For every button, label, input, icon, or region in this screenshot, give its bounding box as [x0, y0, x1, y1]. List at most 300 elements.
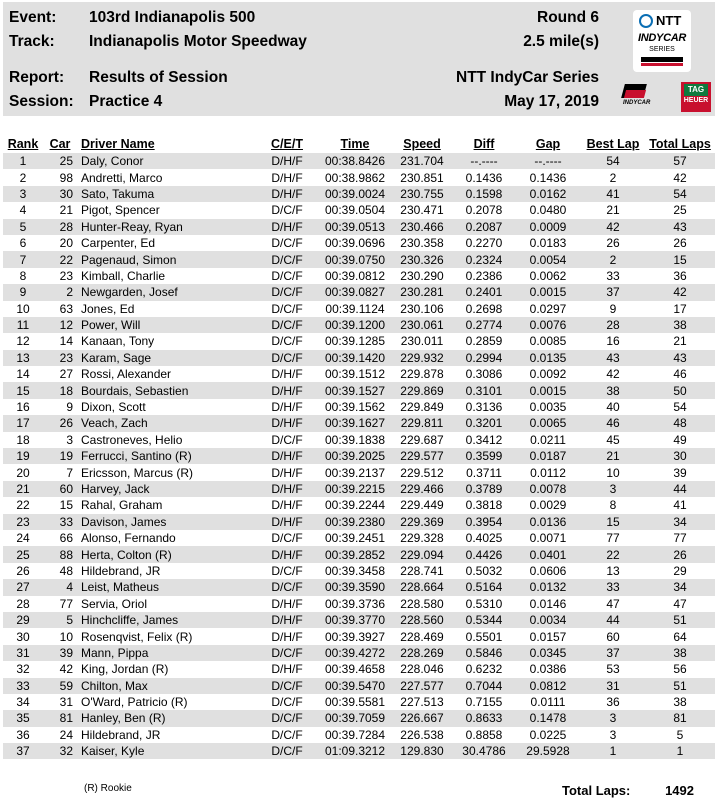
car-cell: 19	[43, 448, 77, 464]
gap-cell: 0.0812	[515, 678, 581, 694]
total-laps-label: Total Laps:	[562, 783, 631, 798]
gap-cell: 0.0015	[515, 284, 581, 300]
diff-cell: 0.3599	[453, 448, 515, 464]
gap-cell: 0.0062	[529, 268, 567, 283]
cet-cell: D/H/F	[255, 612, 319, 628]
cet-cell: D/C/F	[271, 334, 303, 349]
total-laps-cell: 47	[673, 596, 687, 611]
time-cell: 00:39.1285	[324, 334, 386, 349]
table-row	[3, 596, 715, 612]
speed-cell: 228.664	[391, 579, 453, 595]
total-laps-cell: 49	[673, 432, 687, 447]
col-best-lap-header: Best Lap	[586, 137, 640, 151]
diff-cell: 0.5032	[465, 563, 503, 578]
best-lap-cell: 21	[581, 448, 645, 464]
cet-cell: D/C/F	[255, 579, 319, 595]
table-row	[3, 153, 715, 169]
diff-cell: 0.2324	[453, 251, 515, 267]
speed-cell: 228.469	[400, 629, 444, 644]
diff-cell: 0.6232	[465, 662, 503, 677]
diff-cell: 0.2774	[453, 317, 515, 333]
rank-cell: 2	[19, 170, 27, 185]
time-cell: 00:39.3770	[319, 612, 391, 628]
rank-cell: 30	[16, 629, 30, 644]
total-laps-cell: 43	[645, 219, 715, 235]
table-row	[3, 284, 715, 300]
gap-cell: 0.0071	[529, 531, 567, 546]
speed-cell: 229.869	[391, 382, 453, 398]
track-label: Track:	[9, 33, 55, 50]
time-cell: 00:39.5470	[319, 678, 391, 694]
rank-cell: 1	[3, 153, 43, 169]
table-row	[3, 694, 715, 710]
car-cell: 21	[59, 203, 73, 218]
car-cell: 26	[43, 415, 77, 431]
best-lap-cell: 45	[606, 432, 620, 447]
total-laps-cell: 77	[673, 531, 687, 546]
cet-cell: D/C/F	[255, 710, 319, 726]
car-cell: 33	[43, 514, 77, 530]
best-lap-cell: 37	[581, 284, 645, 300]
cet-cell: D/H/F	[255, 153, 319, 169]
time-cell: 01:09.3212	[319, 743, 391, 759]
car-cell: 24	[59, 727, 73, 742]
cet-cell: D/C/F	[255, 350, 319, 366]
gap-cell: 0.1478	[515, 710, 581, 726]
speed-cell: 229.369	[391, 514, 453, 530]
speed-cell: 229.449	[400, 498, 444, 513]
speed-cell: 228.269	[391, 645, 453, 661]
gap-cell: 0.0015	[515, 382, 581, 398]
car-cell: 48	[59, 563, 73, 578]
driver-cell: Newgarden, Josef	[77, 284, 255, 300]
gap-cell: 0.0386	[529, 662, 567, 677]
total-laps-cell: 17	[673, 301, 687, 316]
car-cell: 66	[59, 531, 73, 546]
gap-cell: --.----	[515, 153, 581, 169]
total-laps-cell: 57	[645, 153, 715, 169]
total-laps-cell: 51	[645, 612, 715, 628]
session-date: May 17, 2019	[504, 93, 599, 110]
time-cell: 00:39.3927	[324, 629, 386, 644]
gap-cell: 0.0297	[529, 301, 567, 316]
table-row	[3, 399, 715, 415]
speed-cell: 228.560	[391, 612, 453, 628]
diff-cell: 0.7155	[465, 695, 503, 710]
time-cell: 00:39.2380	[319, 514, 391, 530]
col-speed-header: Speed	[403, 137, 441, 151]
rank-cell: 25	[3, 546, 43, 562]
table-row	[3, 743, 715, 759]
total-laps-cell: 5	[676, 727, 684, 742]
table-row	[3, 645, 715, 661]
cet-cell: D/C/F	[255, 284, 319, 300]
time-cell: 00:39.2244	[324, 498, 386, 513]
gap-cell: 0.0136	[515, 514, 581, 530]
rank-cell: 37	[3, 743, 43, 759]
total-laps-cell: 38	[645, 645, 715, 661]
total-laps-cell: 26	[645, 546, 715, 562]
table-row	[3, 612, 715, 628]
cet-cell: D/H/F	[271, 498, 303, 513]
speed-cell: 129.830	[391, 743, 453, 759]
total-laps-cell: 39	[673, 465, 687, 480]
session-label: Session:	[9, 93, 74, 110]
car-cell: 25	[43, 153, 77, 169]
speed-cell: 230.471	[400, 203, 444, 218]
table-row	[3, 448, 715, 464]
cet-cell: D/H/F	[255, 219, 319, 235]
col-cet-header: C/E/T	[271, 137, 303, 151]
speed-cell: 230.281	[391, 284, 453, 300]
best-lap-cell: 42	[581, 219, 645, 235]
car-cell: 39	[43, 645, 77, 661]
best-lap-cell: 41	[581, 186, 645, 202]
cet-cell: D/C/F	[271, 727, 303, 742]
cet-cell: D/C/F	[271, 268, 303, 283]
gap-cell: 0.0035	[529, 400, 567, 415]
best-lap-cell: 33	[606, 268, 620, 283]
rank-cell: 19	[3, 448, 43, 464]
rank-cell: 33	[3, 678, 43, 694]
series-logo-text: SERIES	[649, 46, 675, 53]
table-row	[3, 169, 715, 185]
speed-cell: 230.011	[400, 334, 444, 349]
total-laps-cell: 15	[645, 251, 715, 267]
table-row	[3, 366, 715, 382]
rank-cell: 12	[16, 334, 30, 349]
best-lap-cell: 9	[609, 301, 617, 316]
total-laps-cell: 36	[673, 268, 687, 283]
col-diff-header: Diff	[473, 137, 495, 151]
best-lap-cell: 26	[606, 236, 620, 251]
best-lap-cell: 60	[606, 629, 620, 644]
total-laps-cell: 56	[673, 662, 687, 677]
driver-cell: Carpenter, Ed	[81, 236, 156, 251]
cet-cell: D/H/F	[271, 367, 303, 382]
rank-cell: 23	[3, 514, 43, 530]
best-lap-cell: 16	[606, 334, 620, 349]
table-row	[3, 514, 715, 530]
diff-cell: 0.2859	[465, 334, 503, 349]
table-row	[3, 382, 715, 398]
diff-cell: 0.2698	[465, 301, 503, 316]
diff-cell: 0.3412	[465, 432, 503, 447]
gap-cell: 0.0162	[515, 186, 581, 202]
car-cell: 59	[43, 678, 77, 694]
driver-cell: Servia, Oriol	[81, 596, 148, 611]
total-laps-cell: 54	[645, 186, 715, 202]
best-lap-cell: 43	[581, 350, 645, 366]
best-lap-cell: 21	[606, 203, 620, 218]
cet-cell: D/C/F	[255, 645, 319, 661]
diff-cell: 0.4426	[453, 546, 515, 562]
car-cell: 60	[43, 481, 77, 497]
indycar-small-text: INDYCAR	[623, 100, 651, 106]
tag-heuer-logo	[681, 82, 711, 112]
time-cell: 00:39.1512	[324, 367, 386, 382]
time-cell: 00:39.7059	[319, 710, 391, 726]
car-cell: 18	[43, 382, 77, 398]
rank-cell: 11	[3, 317, 43, 333]
time-cell: 00:39.1838	[324, 432, 386, 447]
total-laps-cell: 50	[645, 382, 715, 398]
best-lap-cell: 38	[581, 382, 645, 398]
car-cell: 5	[43, 612, 77, 628]
time-cell: 00:39.0696	[324, 236, 386, 251]
speed-cell: 229.811	[391, 415, 453, 431]
col-rank-header: Rank	[7, 137, 39, 151]
table-row	[3, 268, 715, 284]
total-laps-cell: 54	[673, 400, 687, 415]
driver-cell: Hinchcliffe, James	[77, 612, 255, 628]
gap-cell: 0.0078	[515, 481, 581, 497]
col-driver-header: Driver Name	[81, 137, 155, 151]
speed-cell: 230.466	[391, 219, 453, 235]
cet-cell: D/C/F	[255, 743, 319, 759]
total-laps-cell: 21	[673, 334, 687, 349]
total-laps-cell: 64	[673, 629, 687, 644]
cet-cell: D/C/F	[271, 563, 303, 578]
best-lap-cell: 53	[606, 662, 620, 677]
driver-cell: Davison, James	[77, 514, 255, 530]
best-lap-cell: 22	[581, 546, 645, 562]
table-row	[3, 251, 715, 267]
cet-cell: D/H/F	[255, 481, 319, 497]
speed-cell: 229.577	[391, 448, 453, 464]
time-cell: 00:39.1562	[324, 400, 386, 415]
time-cell: 00:39.0750	[319, 251, 391, 267]
car-cell: 20	[59, 236, 73, 251]
time-cell: 00:39.1200	[319, 317, 391, 333]
best-lap-cell: 2	[609, 170, 617, 185]
driver-cell: Sato, Takuma	[77, 186, 255, 202]
diff-cell: 0.2994	[453, 350, 515, 366]
event-value: 103rd Indianapolis 500	[89, 9, 256, 26]
total-laps-cell: 81	[645, 710, 715, 726]
table-row	[3, 661, 715, 677]
gap-cell: 0.0092	[529, 367, 567, 382]
cet-cell: D/C/F	[271, 301, 303, 316]
car-cell: 4	[43, 579, 77, 595]
table-row	[3, 350, 715, 366]
gap-cell: 0.0401	[515, 546, 581, 562]
best-lap-cell: 1	[581, 743, 645, 759]
total-laps-cell: 30	[645, 448, 715, 464]
time-cell: 00:39.3458	[324, 563, 386, 578]
tag-logo-text: TAG	[684, 84, 708, 96]
total-laps-cell: 38	[645, 317, 715, 333]
cet-cell: D/C/F	[271, 236, 303, 251]
driver-cell: Rosenqvist, Felix (R)	[81, 629, 193, 644]
driver-cell: Hunter-Reay, Ryan	[77, 219, 255, 235]
best-lap-cell: 3	[581, 710, 645, 726]
track-length: 2.5 mile(s)	[523, 33, 599, 50]
diff-cell: 0.2386	[465, 268, 503, 283]
indycar-flag-logo	[621, 80, 653, 110]
cet-cell: D/C/F	[255, 317, 319, 333]
cet-cell: D/H/F	[271, 629, 303, 644]
driver-cell: Jones, Ed	[81, 301, 135, 316]
cet-cell: D/H/F	[255, 514, 319, 530]
driver-cell: Chilton, Max	[77, 678, 255, 694]
car-cell: 27	[59, 367, 73, 382]
table-row	[3, 579, 715, 595]
total-laps-cell: 41	[673, 498, 687, 513]
driver-cell: Herta, Colton (R)	[77, 546, 255, 562]
rank-cell: 6	[19, 236, 27, 251]
total-laps-cell: 44	[645, 481, 715, 497]
best-lap-cell: 40	[606, 400, 620, 415]
total-laps-cell: 38	[673, 695, 687, 710]
heuer-logo-text: HEUER	[683, 97, 709, 104]
driver-cell: Andretti, Marco	[81, 170, 163, 185]
car-cell: 14	[59, 334, 73, 349]
time-cell: 00:39.2451	[324, 531, 386, 546]
event-label: Event:	[9, 9, 57, 26]
table-row	[3, 301, 715, 317]
diff-cell: 0.1436	[465, 170, 503, 185]
report-label: Report:	[9, 69, 65, 86]
car-cell: 42	[59, 662, 73, 677]
driver-cell: Pagenaud, Simon	[77, 251, 255, 267]
diff-cell: 0.5501	[465, 629, 503, 644]
rank-cell: 21	[3, 481, 43, 497]
driver-cell: Power, Will	[77, 317, 255, 333]
speed-cell: 230.755	[391, 186, 453, 202]
gap-cell: 0.0065	[515, 415, 581, 431]
gap-cell: 0.0029	[529, 498, 567, 513]
time-cell: 00:39.0812	[324, 268, 386, 283]
time-cell: 00:39.2025	[319, 448, 391, 464]
speed-cell: 229.328	[400, 531, 444, 546]
diff-cell: 0.2087	[453, 219, 515, 235]
rank-cell: 5	[3, 219, 43, 235]
speed-cell: 228.046	[400, 662, 444, 677]
table-row	[3, 464, 715, 480]
best-lap-cell: 13	[606, 563, 620, 578]
total-laps-cell: 42	[645, 284, 715, 300]
diff-cell: 0.5310	[465, 596, 503, 611]
driver-cell: Castroneves, Helio	[81, 432, 183, 447]
rank-cell: 9	[3, 284, 43, 300]
results-body	[3, 153, 715, 759]
driver-cell: Ericsson, Marcus (R)	[81, 465, 194, 480]
best-lap-cell: 10	[606, 465, 620, 480]
logo-stripe-red	[641, 63, 683, 66]
table-row	[3, 317, 715, 333]
best-lap-cell: 2	[581, 251, 645, 267]
rank-cell: 26	[16, 563, 30, 578]
time-cell: 00:39.4658	[324, 662, 386, 677]
time-cell: 00:39.1627	[319, 415, 391, 431]
gap-cell: 0.0132	[515, 579, 581, 595]
driver-cell: Alonso, Fernando	[81, 531, 176, 546]
rank-cell: 3	[3, 186, 43, 202]
rank-cell: 17	[3, 415, 43, 431]
gap-cell: 0.0157	[529, 629, 567, 644]
col-gap-header: Gap	[535, 137, 561, 151]
best-lap-cell: 37	[581, 645, 645, 661]
speed-cell: 228.580	[400, 596, 444, 611]
rank-cell: 10	[16, 301, 30, 316]
total-laps-value: 1492	[665, 783, 694, 798]
table-row	[3, 235, 715, 251]
time-cell: 00:39.1420	[319, 350, 391, 366]
gap-cell: 0.0034	[515, 612, 581, 628]
best-lap-cell: 3	[581, 481, 645, 497]
ntt-logo-text: NTT	[656, 13, 682, 28]
driver-cell: King, Jordan (R)	[81, 662, 169, 677]
col-car-header: Car	[49, 137, 71, 151]
results-table	[3, 135, 715, 759]
driver-cell: Hildebrand, JR	[81, 563, 161, 578]
rank-cell: 15	[3, 382, 43, 398]
table-row	[3, 628, 715, 644]
speed-cell: 226.667	[391, 710, 453, 726]
best-lap-cell: 46	[581, 415, 645, 431]
table-row	[3, 710, 715, 726]
time-cell: 00:39.2137	[324, 465, 386, 480]
time-cell: 00:39.2215	[319, 481, 391, 497]
total-laps-cell: 48	[645, 415, 715, 431]
diff-cell: 0.4025	[465, 531, 503, 546]
cet-cell: D/H/F	[271, 400, 303, 415]
speed-cell: 229.466	[391, 481, 453, 497]
cet-cell: D/C/F	[271, 695, 303, 710]
diff-cell: 0.3086	[465, 367, 503, 382]
car-cell: 77	[59, 596, 73, 611]
cet-cell: D/H/F	[255, 186, 319, 202]
rank-cell: 18	[16, 432, 30, 447]
time-cell: 00:39.7284	[324, 727, 386, 742]
rank-cell: 13	[3, 350, 43, 366]
gap-cell: 0.0135	[515, 350, 581, 366]
gap-cell: 0.0076	[515, 317, 581, 333]
car-cell: 7	[66, 465, 73, 480]
ntt-indycar-series-logo	[633, 10, 691, 72]
table-row	[3, 727, 715, 743]
driver-cell: Bourdais, Sebastien	[77, 382, 255, 398]
rank-cell: 35	[3, 710, 43, 726]
car-cell: 23	[59, 268, 73, 283]
car-cell: 88	[43, 546, 77, 562]
diff-cell: 30.4786	[453, 743, 515, 759]
best-lap-cell: 77	[606, 531, 620, 546]
car-cell: 28	[43, 219, 77, 235]
car-cell: 22	[43, 251, 77, 267]
driver-cell: Pigot, Spencer	[81, 203, 160, 218]
speed-cell: 230.851	[400, 170, 444, 185]
best-lap-cell: 36	[606, 695, 620, 710]
car-cell: 81	[43, 710, 77, 726]
best-lap-cell: 54	[581, 153, 645, 169]
gap-cell: 0.1436	[529, 170, 567, 185]
gap-cell: 0.0183	[529, 236, 567, 251]
diff-cell: 0.3136	[465, 400, 503, 415]
diff-cell: 0.8858	[465, 727, 503, 742]
driver-cell: Rahal, Graham	[81, 498, 163, 513]
car-cell: 9	[66, 400, 73, 415]
total-laps-cell: 26	[673, 236, 687, 251]
time-cell: 00:38.8426	[319, 153, 391, 169]
rank-cell: 34	[16, 695, 30, 710]
time-cell: 00:39.0827	[319, 284, 391, 300]
diff-cell: 0.3201	[453, 415, 515, 431]
diff-cell: 0.5846	[453, 645, 515, 661]
cet-cell: D/C/F	[271, 531, 303, 546]
driver-cell: Dixon, Scott	[81, 400, 146, 415]
